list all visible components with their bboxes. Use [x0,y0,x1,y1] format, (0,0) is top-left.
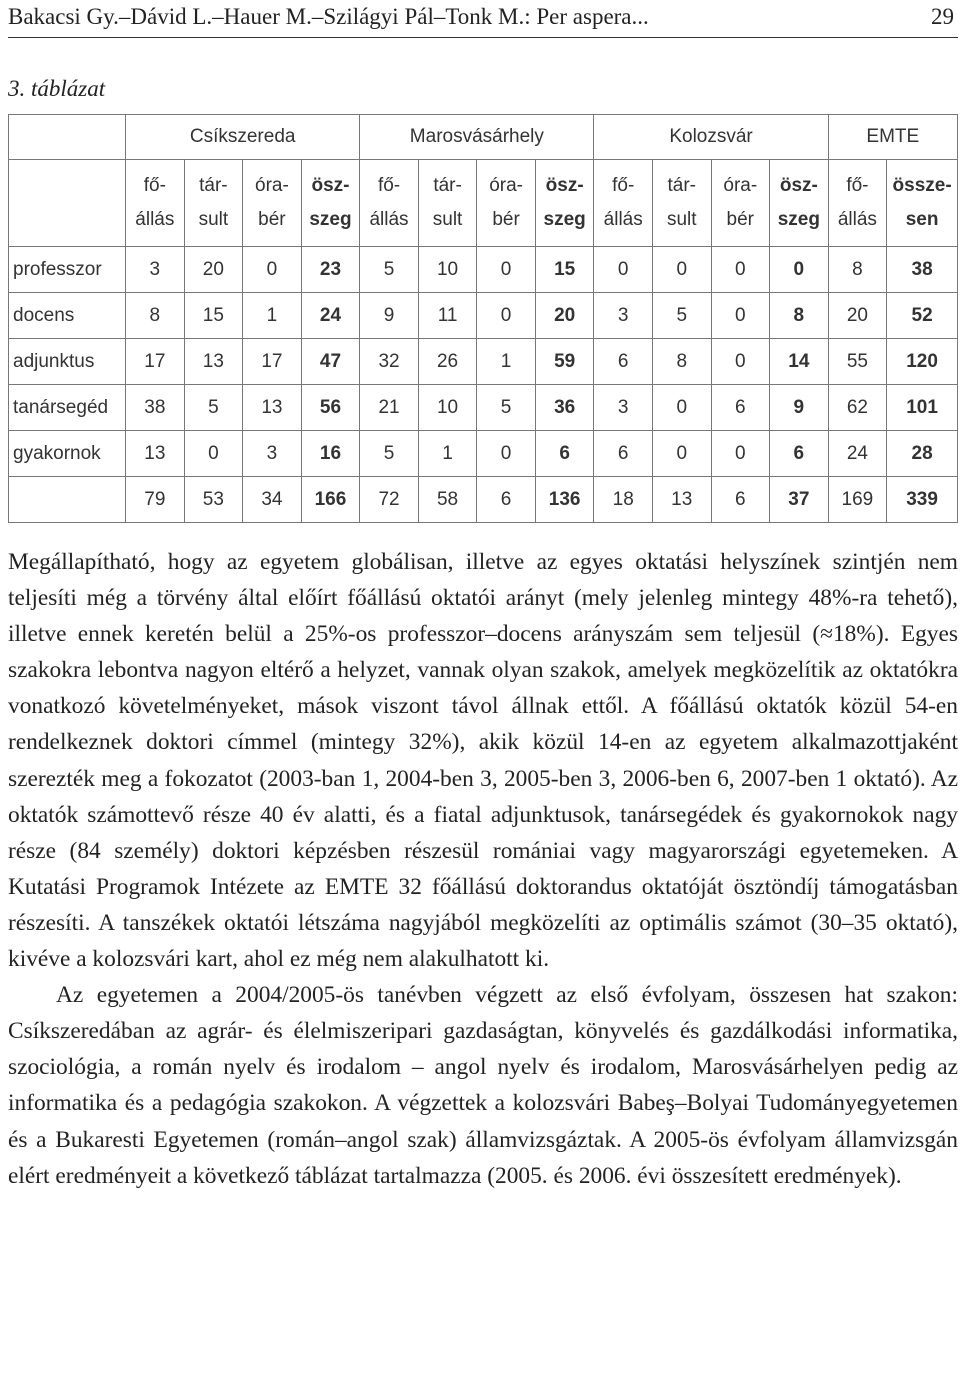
table-cell: 5 [652,293,711,339]
table-cell: 13 [126,431,185,477]
table-cell: 6 [770,431,829,477]
table-cell: 62 [828,385,887,431]
table-cell: 0 [711,339,770,385]
column-header-line1: óra- [723,175,758,196]
sub-header-row [9,160,958,247]
table-cell: 0 [652,247,711,293]
table-cell: 56 [301,385,360,431]
table-cell: 26 [418,339,477,385]
city-header-marosvasarhely: Marosvásárhely [360,115,594,160]
table-cell: 13 [243,385,302,431]
table-cell: 6 [594,339,653,385]
table-cell: 11 [418,293,477,339]
table-cell: 8 [828,247,887,293]
column-header [770,160,829,247]
table-cell: 15 [535,247,594,293]
table-cell: 120 [887,339,958,385]
table-cell: 55 [828,339,887,385]
table-cell: 6 [711,385,770,431]
table-cell: 24 [828,431,887,477]
column-header [652,160,711,247]
row-label: professzor [9,247,126,293]
column-header-line2: szeg [777,209,820,230]
staff-table [8,114,958,523]
table-cell: 0 [477,247,536,293]
paragraph: Az egyetemen a 2004/2005-ös tanévben végzett az első évfolyam, összesen hat szakon: Csíkszeredában az agrár- és élelmiszeripari gazdaságtan, könyvelés és gazdálkodási informatika, szociológia, a román nyelv és irodalom – angol nyelv és irodalom, Marosvásárhelyen pedig az informatika és a pedagógia szakokon. A végzettek a kolozsvári Babeş–Bolyai Tudományegyetemen és a Bukaresti Egyetemen (román–angol szak) államvizsgáztak. A 2005-ös évfolyam államvizsgán elért eredményeit a következő táblázat tartalmazza (2005. és 2006. évi összesített eredmények). [8,982,958,1189]
table-cell: 37 [770,477,829,523]
table-cell: 166 [301,477,360,523]
table-row [9,385,958,431]
column-header-line1: fő- [143,175,166,196]
row-label: gyakornok [9,431,126,477]
table-cell: 1 [477,339,536,385]
row-label: adjunktus [9,339,126,385]
table-cell: 36 [535,385,594,431]
table-cell: 16 [301,431,360,477]
table-cell: 0 [711,247,770,293]
table-cell: 3 [594,385,653,431]
table-cell: 20 [535,293,594,339]
table-cell: 0 [770,247,829,293]
table-row [9,339,958,385]
table-cell: 8 [652,339,711,385]
column-header [301,160,360,247]
column-header [828,160,887,247]
column-header-line2: sult [198,209,229,230]
table-cell: 10 [418,247,477,293]
column-header-line1: óra- [255,175,289,196]
column-header-line2: állás [837,209,877,230]
table-cell: 72 [360,477,419,523]
table-cell: 0 [477,431,536,477]
table-row [9,431,958,477]
table-cell: 0 [711,293,770,339]
column-header-line1: fő- [846,175,869,196]
column-header-line1: fő- [612,175,635,196]
table-cell: 0 [477,293,536,339]
column-header [418,160,477,247]
table-cell: 47 [301,339,360,385]
column-header-line1: tár- [433,175,462,196]
running-head-title: Bakacsi Gy.–Dávid L.–Hauer M.–Szilágyi Pál–Tonk M.: Per aspera... [8,4,649,29]
table-cell: 5 [477,385,536,431]
table-cell: 21 [360,385,419,431]
table-cell: 10 [418,385,477,431]
table-cell: 1 [243,293,302,339]
table-cell: 0 [594,247,653,293]
column-header-line2: bér [726,209,755,230]
column-header-line2: szeg [543,209,586,230]
table-cell: 5 [360,247,419,293]
table-cell: 20 [828,293,887,339]
table-cell: 13 [652,477,711,523]
table-cell: 17 [243,339,302,385]
column-header-line1: tár- [199,175,228,196]
column-header-line2: állás [369,209,409,230]
table-caption: 3. táblázat [8,76,106,101]
column-header [477,160,536,247]
column-header [184,160,243,247]
column-header-line1: ösz- [311,175,350,196]
city-header-csikszereda: Csíkszereda [126,115,360,160]
column-header-line2: sen [905,209,939,230]
table-cell: 14 [770,339,829,385]
column-header [711,160,770,247]
column-header-line1: fő- [377,175,401,196]
city-header-row [9,115,958,160]
column-header [594,160,653,247]
column-header [887,160,958,247]
column-header-line1: tár- [667,175,696,196]
table-cell: 6 [535,431,594,477]
table-cell: 9 [770,385,829,431]
table-cell: 32 [360,339,419,385]
column-header-line2: sult [432,209,463,230]
table-cell: 0 [711,431,770,477]
table-cell: 53 [184,477,243,523]
table-cell: 5 [184,385,243,431]
column-header [126,160,185,247]
column-header-line1: óra- [489,175,523,196]
row-label-header [9,160,126,247]
column-header-line2: bér [258,209,286,230]
row-label [9,477,126,523]
column-header [360,160,419,247]
table-cell: 34 [243,477,302,523]
table-cell: 6 [594,431,653,477]
column-header-line2: szeg [309,209,352,230]
table-cell: 79 [126,477,185,523]
table-cell: 17 [126,339,185,385]
paragraph: Megállapítható, hogy az egyetem globálisan, illetve az egyes oktatási helyszínek szintjén nem teljesíti még a törvény által előírt főállású oktatói arányt (mely jelenleg mintegy 48%-ra tehető), illetve ennek keretén belül a 25%-os professzor–docens arányszám sem teljesül (≈18%). Egyes szakokra lebontva nagyon eltérő a helyzet, vannak olyan szakok, amelyek megközelítik az oktatókra vonatkozó követelményeket, mások viszont távol állnak ettől. A főállású oktatók közül 54-en rendelkeznek doktori címmel (mintegy 32%), akik közül 14-en az egyetem alkalmazottjaként szerezték meg a fokozatot (2003-ban 1, 2004-ben 3, 2005-ben 3, 2006-ben 6, 2007-ben 1 oktató). Az oktatók számottevő része 40 év alatti, és a fiatal adjunktusok, tanársegédek és gyakornokok nagy része (84 személy) doktori képzésben részesül romániai vagy magyarországi egyetemeken. A Kutatási Programok Intézete az EMTE 32 főállású doktorandus oktatóját ösztöndíj támogatásban részesíti. A tanszékek oktatói létszáma nagyjából megközelíti az optimális számot (30–35 oktató), kivéve a kolozsvári kart, ahol ez még nem alakulhatott ki. [8,549,958,973]
column-header-line1: össze- [892,175,952,196]
table-cell: 3 [243,431,302,477]
table-row [9,477,958,523]
city-header-emte: EMTE [828,115,957,160]
row-label: docens [9,293,126,339]
column-header-line1: ösz- [779,175,818,196]
table-cell: 8 [770,293,829,339]
table-cell: 38 [887,247,958,293]
table-cell: 59 [535,339,594,385]
table-cell: 0 [652,385,711,431]
table-cell: 9 [360,293,419,339]
table-cell: 6 [711,477,770,523]
column-header-line2: állás [603,209,643,230]
table-cell: 0 [243,247,302,293]
table-cell: 339 [887,477,958,523]
table-cell: 52 [887,293,958,339]
table-cell: 0 [184,431,243,477]
table-cell: 28 [887,431,958,477]
column-header-line2: sult [666,209,697,230]
table-cell: 8 [126,293,185,339]
table-cell: 24 [301,293,360,339]
table-cell: 5 [360,431,419,477]
table-cell: 13 [184,339,243,385]
table-row [9,293,958,339]
table-cell: 18 [594,477,653,523]
column-header [243,160,302,247]
column-header [535,160,594,247]
page-number: 29 [931,4,954,29]
running-head [8,4,958,38]
table-cell: 3 [126,247,185,293]
table-cell: 101 [887,385,958,431]
table-cell: 23 [301,247,360,293]
header-rule [8,37,958,38]
table-cell: 20 [184,247,243,293]
table-row [9,247,958,293]
table-cell: 3 [594,293,653,339]
column-header-line1: ösz- [545,175,584,196]
table-cell: 0 [652,431,711,477]
table-cell: 1 [418,431,477,477]
table-cell: 15 [184,293,243,339]
table-cell: 38 [126,385,185,431]
body-text [8,544,958,1194]
table-cell: 136 [535,477,594,523]
table-cell: 58 [418,477,477,523]
column-header-line2: állás [135,209,175,230]
table-cell: 6 [477,477,536,523]
city-header-kolozsvar: Kolozsvár [594,115,828,160]
corner-cell [9,115,126,160]
row-label: tanársegéd [9,385,126,431]
column-header-line2: bér [492,209,520,230]
table-cell: 169 [828,477,887,523]
